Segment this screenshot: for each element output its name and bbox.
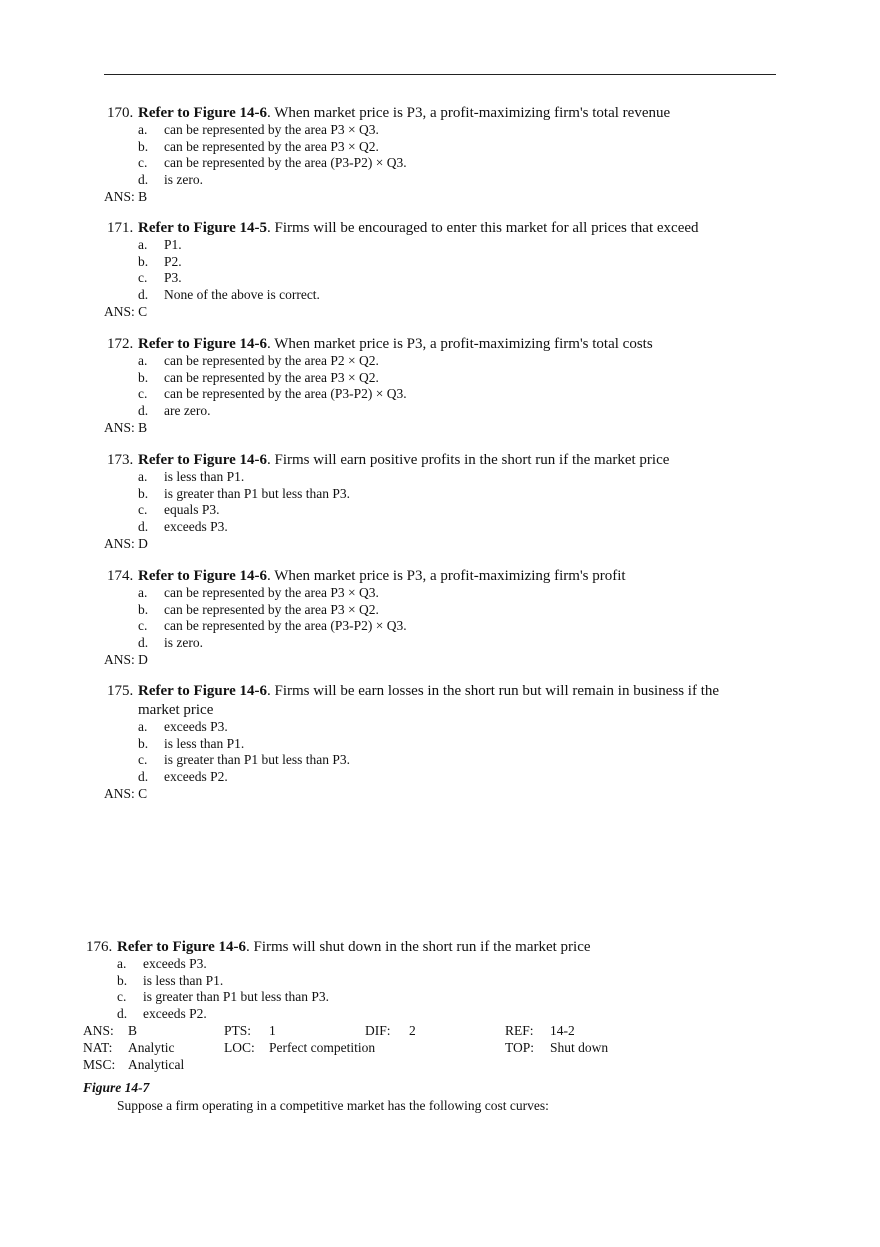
- figure-reference: Refer to Figure 14-6: [138, 336, 267, 352]
- pts-value: 1: [269, 1023, 276, 1038]
- msc-value: Analytical: [128, 1057, 185, 1072]
- answer-175: ANS: C: [104, 786, 148, 801]
- question-stem: 173. Refer to Figure 14-6. Firms will earn positive profits in the short run if the market price: [107, 452, 670, 468]
- question-172: [107, 335, 653, 419]
- option-b: b. can be represented by the area P3 × Q2.: [138, 601, 379, 617]
- option-a: a. can be represented by the area P3 × Q3.: [138, 122, 379, 137]
- question-stem-continued: market price: [138, 702, 214, 718]
- options-list: [138, 585, 626, 651]
- options-list: [138, 719, 719, 785]
- question-175: [107, 682, 719, 785]
- answer-174: ANS: D: [104, 652, 148, 667]
- question-170: [107, 104, 670, 188]
- option-a: a. exceeds P3.: [138, 719, 228, 734]
- msc-label: MSC:: [83, 1057, 116, 1072]
- question-173: [107, 451, 669, 535]
- option-b: b. can be represented by the area P3 × Q2.: [138, 138, 379, 154]
- option-c: c. can be represented by the area (P3-P2) × Q3.: [138, 155, 407, 171]
- top-value: Shut down: [550, 1040, 609, 1055]
- loc-label: LOC:: [224, 1040, 255, 1055]
- option-c: c. equals P3.: [138, 502, 220, 518]
- loc-value: Perfect competition: [269, 1040, 376, 1055]
- question-stem: 175. Refer to Figure 14-6. Firms will be earn losses in the short run but will remain in business if the: [107, 683, 720, 699]
- option-a: a. exceeds P3.: [117, 956, 207, 971]
- figure-intro: Suppose a firm operating in a competitive market has the following cost curves:: [117, 1098, 549, 1113]
- figure-label: Figure 14-7: [83, 1080, 150, 1095]
- question-stem: 172. Refer to Figure 14-6. When market price is P3, a profit-maximizing firm's total costs: [107, 336, 653, 352]
- options-list: [138, 469, 669, 535]
- option-a: a. is less than P1.: [138, 469, 245, 484]
- answer-172: ANS: B: [104, 420, 148, 435]
- options-list: [138, 353, 653, 419]
- nat-label: NAT:: [83, 1040, 113, 1055]
- option-d: d. None of the above is correct.: [138, 286, 320, 302]
- options-list: [138, 122, 670, 188]
- answer-171: ANS: C: [104, 304, 148, 319]
- top-label: TOP:: [505, 1040, 535, 1055]
- ans-value: B: [128, 1023, 138, 1038]
- option-b: b. is less than P1.: [117, 972, 224, 988]
- question-stem: 170. Refer to Figure 14-6. When market price is P3, a profit-maximizing firm's total revenue: [107, 105, 671, 121]
- option-d: d. is zero.: [138, 171, 203, 187]
- option-d: d. is zero.: [138, 634, 203, 650]
- option-a: a. can be represented by the area P2 × Q2.: [138, 353, 379, 368]
- options-list: [138, 237, 699, 303]
- option-a: a. P1.: [138, 237, 182, 252]
- question-stem: 174. Refer to Figure 14-6. When market price is P3, a profit-maximizing firm's profit: [107, 568, 626, 584]
- figure-reference: Refer to Figure 14-6: [117, 939, 246, 955]
- ref-value: 14-2: [550, 1023, 575, 1038]
- question-stem: 171. Refer to Figure 14-5. Firms will be encouraged to enter this market for all prices that exceed: [107, 220, 699, 236]
- option-d: d. exceeds P2.: [138, 768, 228, 784]
- figure-reference: Refer to Figure 14-6: [138, 683, 267, 699]
- option-b: b. can be represented by the area P3 × Q2.: [138, 369, 379, 385]
- option-c: c. is greater than P1 but less than P3.: [138, 752, 350, 768]
- option-c: c. is greater than P1 but less than P3.: [117, 989, 329, 1005]
- question-stem: 176. Refer to Figure 14-6. Firms will shut down in the short run if the market price: [86, 939, 591, 955]
- pts-label: PTS:: [224, 1023, 252, 1038]
- figure-reference: Refer to Figure 14-6: [138, 452, 267, 468]
- question-176: [86, 938, 591, 1022]
- figure-reference: Refer to Figure 14-6: [138, 105, 267, 121]
- top-rule: [104, 74, 776, 75]
- ans-label: ANS:: [83, 1023, 114, 1038]
- answer-173: ANS: D: [104, 536, 148, 551]
- option-c: c. can be represented by the area (P3-P2) × Q3.: [138, 386, 407, 402]
- option-b: b. is greater than P1 but less than P3.: [138, 485, 350, 501]
- option-c: c. can be represented by the area (P3-P2) × Q3.: [138, 618, 407, 634]
- question-171: [107, 219, 699, 303]
- option-b: b. is less than P1.: [138, 735, 245, 751]
- answer-170: ANS: B: [104, 189, 148, 204]
- option-b: b. P2.: [138, 253, 182, 269]
- option-d: d. exceeds P3.: [138, 518, 228, 534]
- option-a: a. can be represented by the area P3 × Q3.: [138, 585, 379, 600]
- figure-reference: Refer to Figure 14-5: [138, 220, 267, 236]
- nat-value: Analytic: [128, 1040, 175, 1055]
- option-d: d. exceeds P2.: [117, 1005, 207, 1021]
- option-d: d. are zero.: [138, 402, 211, 418]
- dif-value: 2: [409, 1023, 416, 1038]
- options-list: [117, 956, 591, 1022]
- figure-reference: Refer to Figure 14-6: [138, 568, 267, 584]
- option-c: c. P3.: [138, 270, 182, 286]
- question-174: [107, 567, 626, 651]
- ref-label: REF:: [505, 1023, 534, 1038]
- dif-label: DIF:: [365, 1023, 391, 1038]
